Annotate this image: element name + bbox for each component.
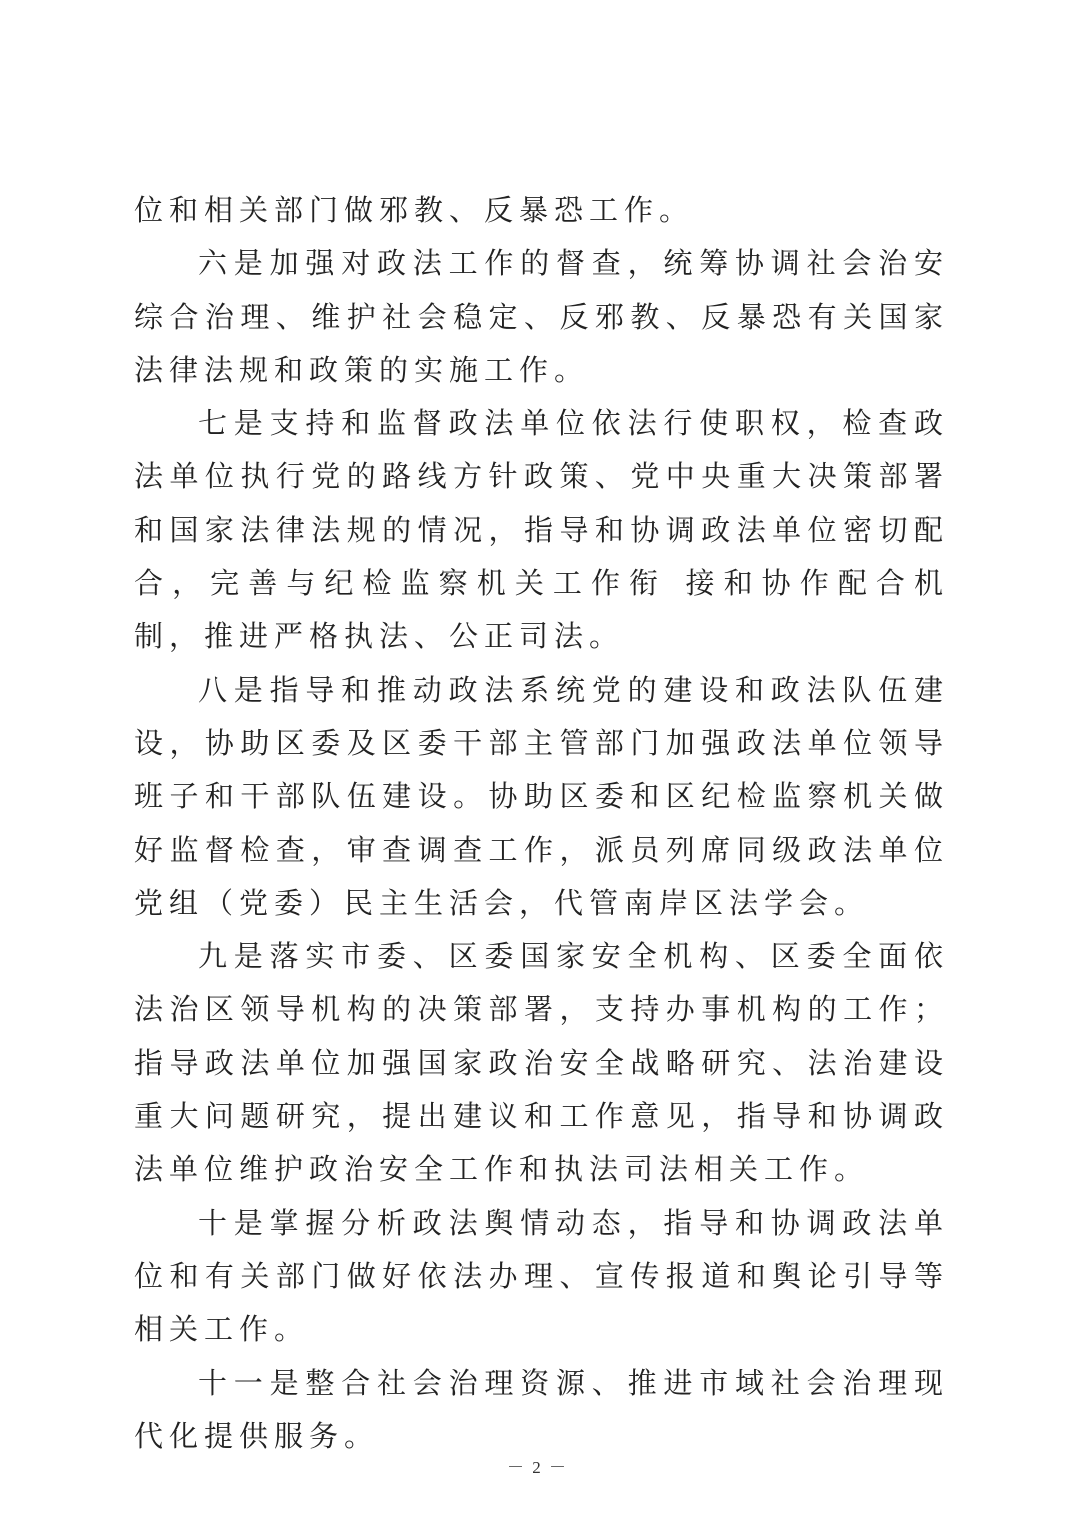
paragraph-item-7: 七是支持和监督政法单位依法行使职权，检查政法单位执行党的路线方针政策、党中央重大决策部署和国家法律法规的情况，指导和协调政法单位密切配合，完善与纪检监察机关工作衔 接和协作配合机制，推进严格执法、公正司法。 <box>134 406 949 654</box>
paragraph-item-8: 八是指导和推动政法系统党的建设和政法队伍建设，协助区委及区委干部主管部门加强政法单位领导班子和干部队伍建设。协助区委和区纪检监察机关做好监督检查，审查调查工作，派员列席同级政法单位党组（党委）民主生活会，代管南岸区法学会。 <box>134 672 949 920</box>
paragraph-item-9: 九是落实市委、区委国家安全机构、区委全面依法治区领导机构的决策部署，支持办事机构的工作；指导政法单位加强国家政治安全战略研究、法治建设重大问题研究，提出建议和工作意见，指导和协调政法单位维护政治安全工作和执法司法相关工作。 <box>134 939 949 1187</box>
page-number: － 2 － <box>507 1458 568 1477</box>
paragraph-item-10: 十是掌握分析政法舆情动态，指导和协调政法单位和有关部门做好依法办理、宣传报道和舆论引导等相关工作。 <box>134 1205 949 1347</box>
paragraph-continuation: 位和相关部门做邪教、反暴恐工作。 <box>134 193 695 227</box>
document-body <box>134 184 949 1463</box>
paragraph-item-11: 十一是整合社会治理资源、推进市域社会治理现代化提供服务。 <box>134 1365 949 1453</box>
paragraph-item-6: 六是加强对政法工作的督查，统筹协调社会治安综合治理、维护社会稳定、反邪教、反暴恐有关国家法律法规和政策的实施工作。 <box>134 246 949 387</box>
